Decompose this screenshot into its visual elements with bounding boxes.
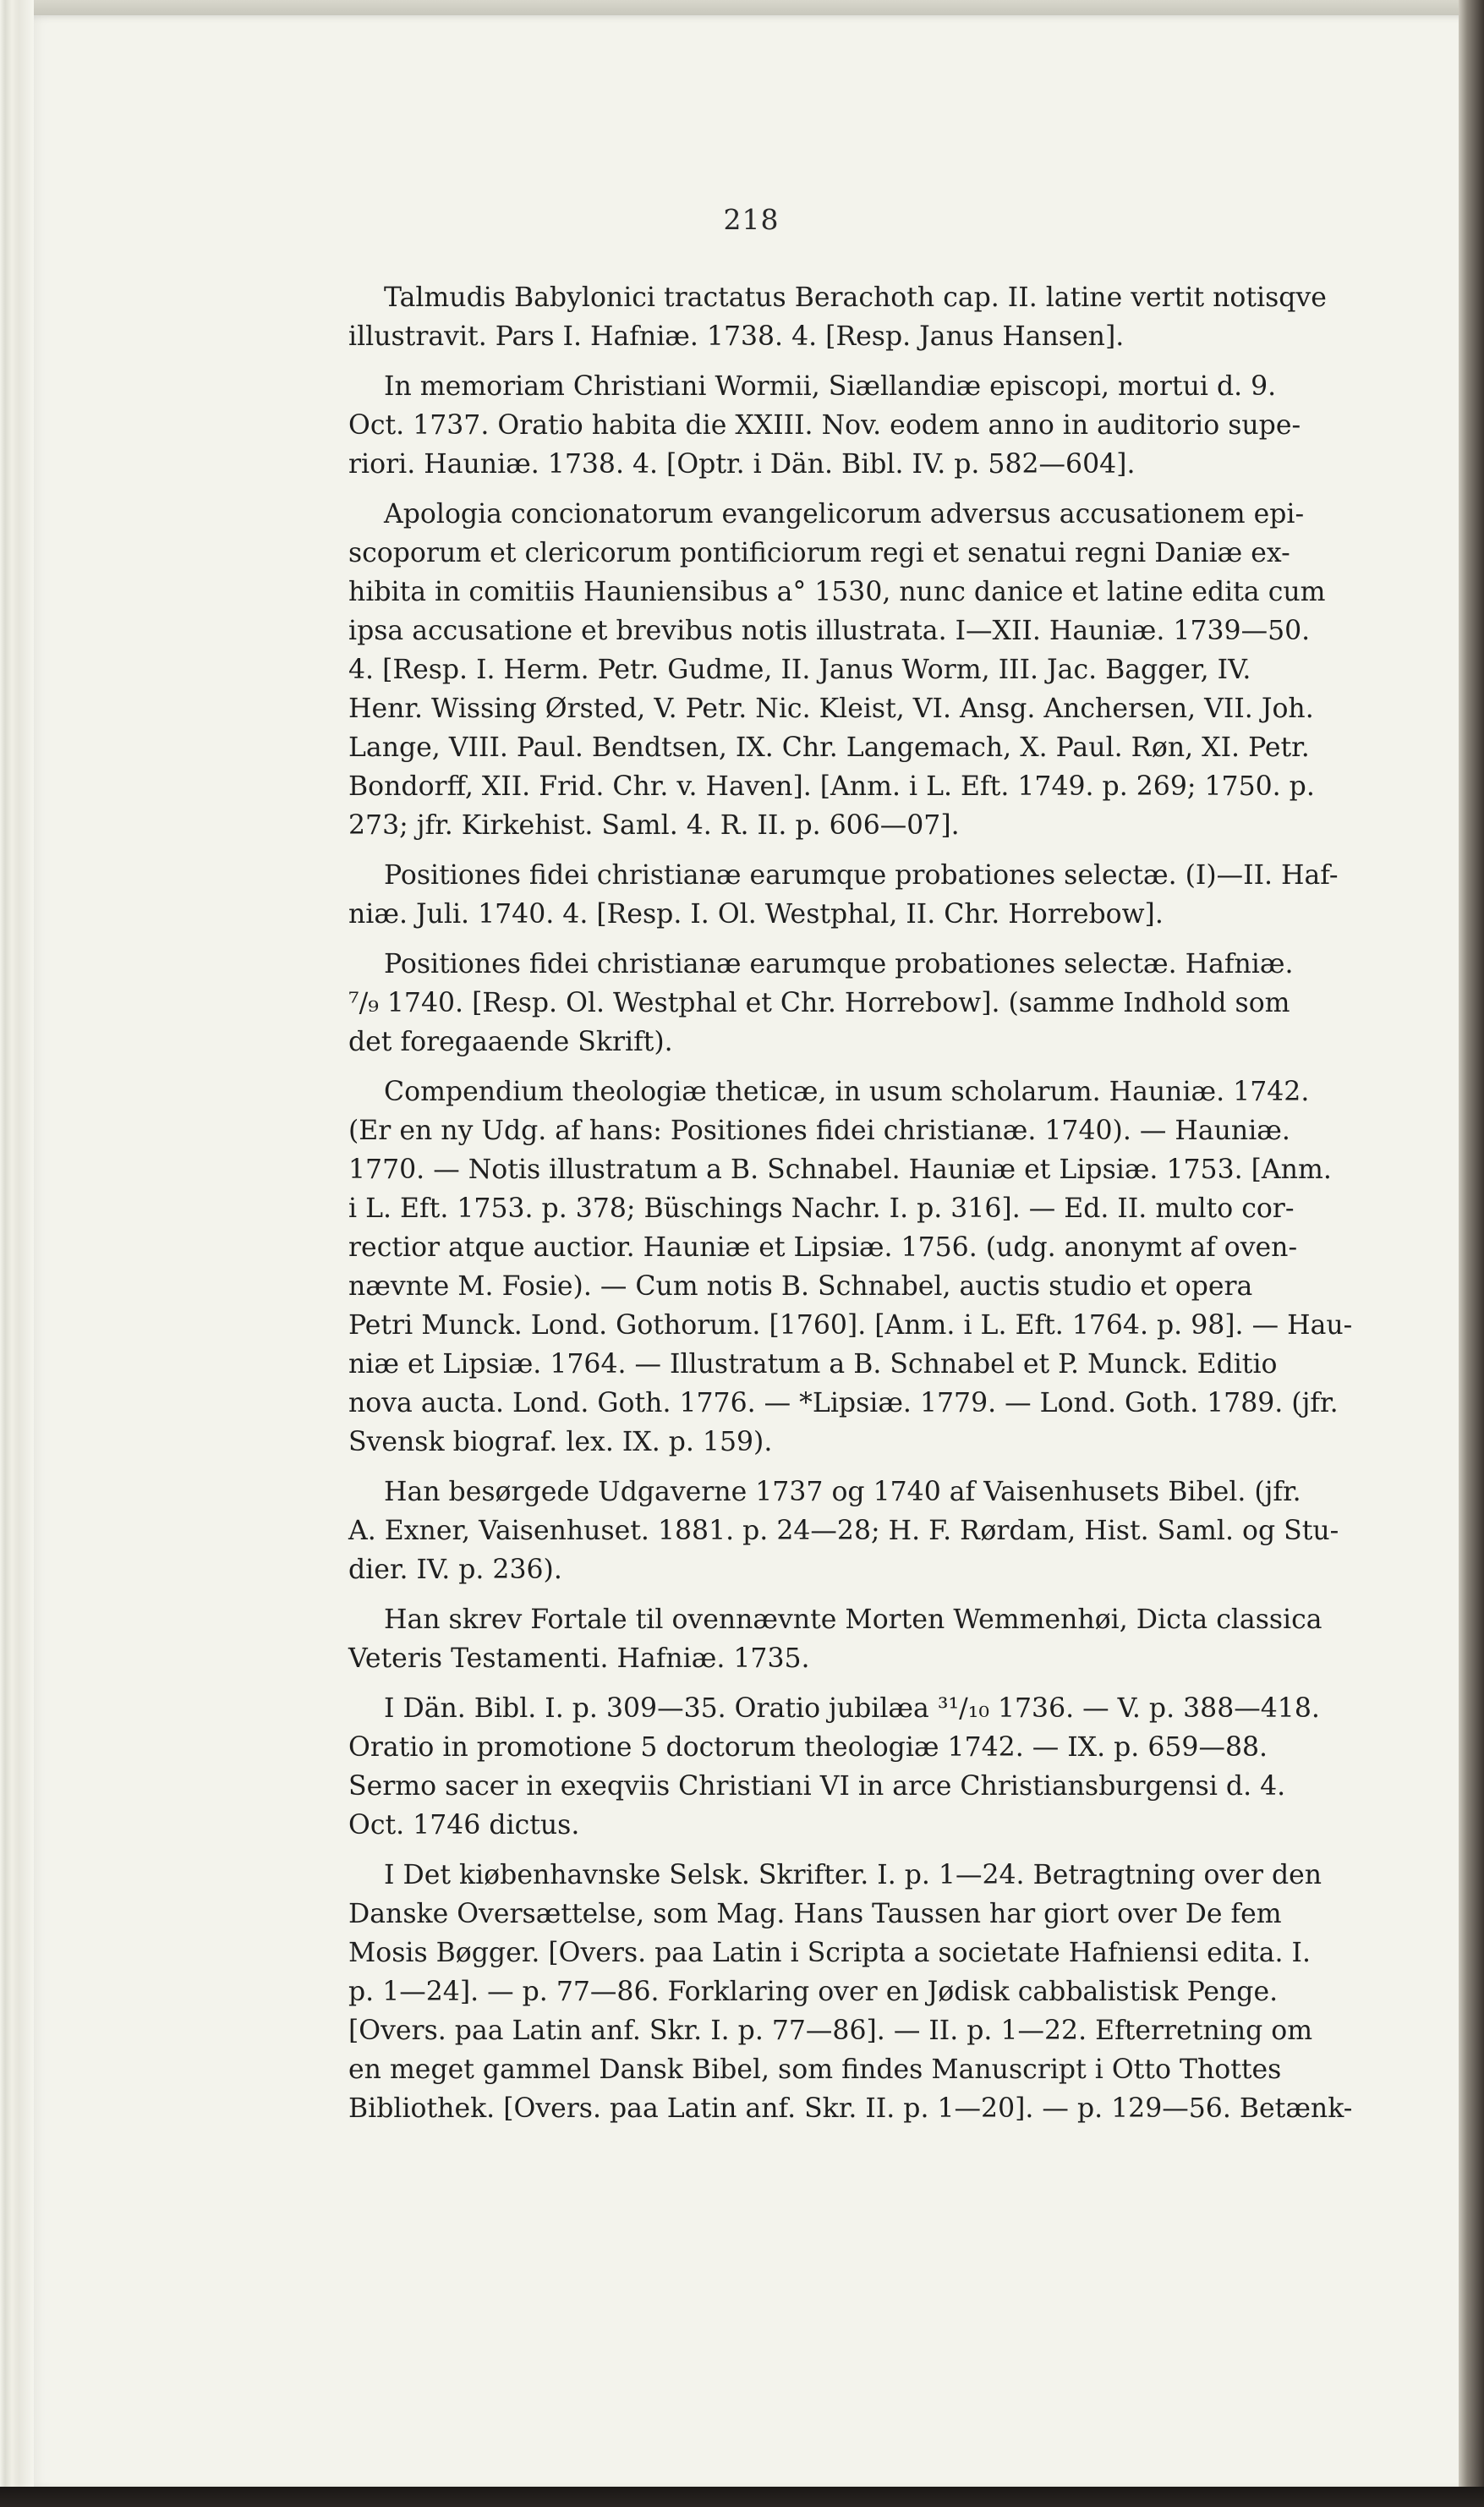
text-line: Positiones fidei christianæ earumque probationes selectæ. (I)—II. Haf- <box>384 860 1339 891</box>
text-line: det foregaaende Skrift). <box>348 1027 673 1057</box>
text-line: i L. Eft. 1753. p. 378; Büschings Nachr. I. p. 316]. — Ed. II. multo cor- <box>348 1193 1295 1224</box>
paragraph <box>348 495 1459 845</box>
text-line: Bondorff, XII. Frid. Chr. v. Haven]. [Anm. i L. Eft. 1749. p. 269; 1750. p. <box>348 771 1315 802</box>
text-line: en meget gammel Dansk Bibel, som findes Manuscript i Otto Thottes <box>348 2054 1282 2085</box>
text-line: Talmudis Babylonici tractatus Berachoth cap. II. latine vertit notisqve <box>384 283 1327 313</box>
text-line: Apologia concionatorum evangelicorum adversus accusationem epi- <box>384 499 1305 529</box>
text-line: niæ. Juli. 1740. 4. [Resp. I. Ol. Westphal, II. Chr. Horrebow]. <box>348 899 1164 930</box>
text-line: Han besørgede Udgaverne 1737 og 1740 af Vaisenhusets Bibel. (jfr. <box>384 1477 1301 1507</box>
text-line: scoporum et clericorum pontificiorum regi et senatui regni Daniæ ex- <box>348 538 1290 568</box>
text-line: ⁷/₉ 1740. [Resp. Ol. Westphal et Chr. Horrebow]. (samme Indhold som <box>348 988 1290 1018</box>
paragraph <box>348 1072 1459 1462</box>
text-line: illustravit. Pars I. Hafniæ. 1738. 4. [Resp. Janus Hansen]. <box>348 321 1125 352</box>
paragraph <box>348 856 1459 934</box>
text-line: Svensk biograf. lex. IX. p. 159). <box>348 1427 773 1457</box>
text-line: Oratio in promotione 5 doctorum theologiæ 1742. — IX. p. 659—88. <box>348 1732 1268 1763</box>
text-line: nova aucta. Lond. Goth. 1776. — *Lipsiæ. 1779. — Lond. Goth. 1789. (jfr. <box>348 1388 1339 1418</box>
text-line: dier. IV. p. 236). <box>348 1555 562 1585</box>
paragraph <box>348 945 1459 1061</box>
paragraph <box>348 278 1459 356</box>
book-page <box>30 15 1472 2490</box>
page-number: 218 <box>723 203 780 236</box>
paragraph <box>348 1689 1459 1845</box>
text-line: nævnte M. Fosie). — Cum notis B. Schnabel, auctis studio et opera <box>348 1271 1253 1302</box>
page-binding-edge <box>0 0 34 2507</box>
text-line: Oct. 1746 dictus. <box>348 1810 580 1840</box>
text-line: I Dän. Bibl. I. p. 309—35. Oratio jubilæa ³¹/₁₀ 1736. — V. p. 388—418. <box>384 1693 1320 1724</box>
scan-bottom-edge <box>0 2487 1484 2507</box>
text-line: Bibliothek. [Overs. paa Latin anf. Skr. II. p. 1—20]. — p. 129—56. Betænk- <box>348 2093 1353 2124</box>
text-line: Compendium theologiæ theticæ, in usum scholarum. Hauniæ. 1742. <box>384 1077 1310 1107</box>
text-line: 1770. — Notis illustratum a B. Schnabel. Hauniæ et Lipsiæ. 1753. [Anm. <box>348 1155 1332 1185</box>
text-line: Positiones fidei christianæ earumque probationes selectæ. Hafniæ. <box>384 949 1294 979</box>
text-line: Danske Oversættelse, som Mag. Hans Taussen har giort over De fem <box>348 1899 1282 1929</box>
text-line: Oct. 1737. Oratio habita die XXIII. Nov. eodem anno in auditorio supe- <box>348 410 1301 441</box>
text-line: hibita in comitiis Hauniensibus a° 1530, nunc danice et latine edita cum <box>348 577 1326 607</box>
text-line: In memoriam Christiani Wormii, Siællandiæ episcopi, mortui d. 9. <box>384 371 1277 402</box>
paragraph <box>348 1600 1459 1678</box>
text-line: (Er en ny Udg. af hans: Positiones fidei christianæ. 1740). — Hauniæ. <box>348 1116 1290 1146</box>
text-line: Petri Munck. Lond. Gothorum. [1760]. [Anm. i L. Eft. 1764. p. 98]. — Hau- <box>348 1310 1353 1341</box>
text-line: riori. Hauniæ. 1738. 4. [Optr. i Dän. Bibl. IV. p. 582—604]. <box>348 449 1136 480</box>
text-line: Mosis Bøgger. [Overs. paa Latin i Scripta a societate Hafniensi edita. I. <box>348 1938 1311 1968</box>
paragraph <box>348 1856 1459 2128</box>
text-line: Henr. Wissing Ørsted, V. Petr. Nic. Kleist, VI. Ansg. Anchersen, VII. Joh. <box>348 694 1314 724</box>
page-right-edge <box>1459 0 1484 2507</box>
text-line: Han skrev Fortale til ovennævnte Morten Wemmenhøi, Dicta classica <box>384 1605 1322 1635</box>
text-line: niæ et Lipsiæ. 1764. — Illustratum a B. Schnabel et P. Munck. Editio <box>348 1349 1278 1380</box>
paragraph <box>348 1473 1459 1589</box>
text-line: Sermo sacer in exeqviis Christiani VI in arce Christiansburgensi d. 4. <box>348 1771 1286 1802</box>
text-line: ipsa accusatione et brevibus notis illustrata. I—XII. Hauniæ. 1739—50. <box>348 616 1311 646</box>
body-text <box>348 278 1459 2139</box>
text-line: Veteris Testamenti. Hafniæ. 1735. <box>348 1643 810 1674</box>
text-line: [Overs. paa Latin anf. Skr. I. p. 77—86]. — II. p. 1—22. Efterretning om <box>348 2016 1313 2046</box>
text-line: Lange, VIII. Paul. Bendtsen, IX. Chr. Langemach, X. Paul. Røn, XI. Petr. <box>348 732 1310 763</box>
text-line: I Det kiøbenhavnske Selsk. Skrifter. I. p. 1—24. Betragtning over den <box>384 1860 1322 1890</box>
text-line: 273; jfr. Kirkehist. Saml. 4. R. II. p. 606—07]. <box>348 810 960 841</box>
text-line: 4. [Resp. I. Herm. Petr. Gudme, II. Janus Worm, III. Jac. Bagger, IV. <box>348 655 1251 685</box>
text-line: p. 1—24]. — p. 77—86. Forklaring over en Jødisk cabbalistisk Penge. <box>348 1977 1279 2007</box>
text-line: rectior atque auctior. Hauniæ et Lipsiæ. 1756. (udg. anonymt af oven- <box>348 1232 1298 1263</box>
paragraph <box>348 367 1459 484</box>
text-line: A. Exner, Vaisenhuset. 1881. p. 24—28; H. F. Rørdam, Hist. Saml. og Stu- <box>348 1516 1339 1546</box>
